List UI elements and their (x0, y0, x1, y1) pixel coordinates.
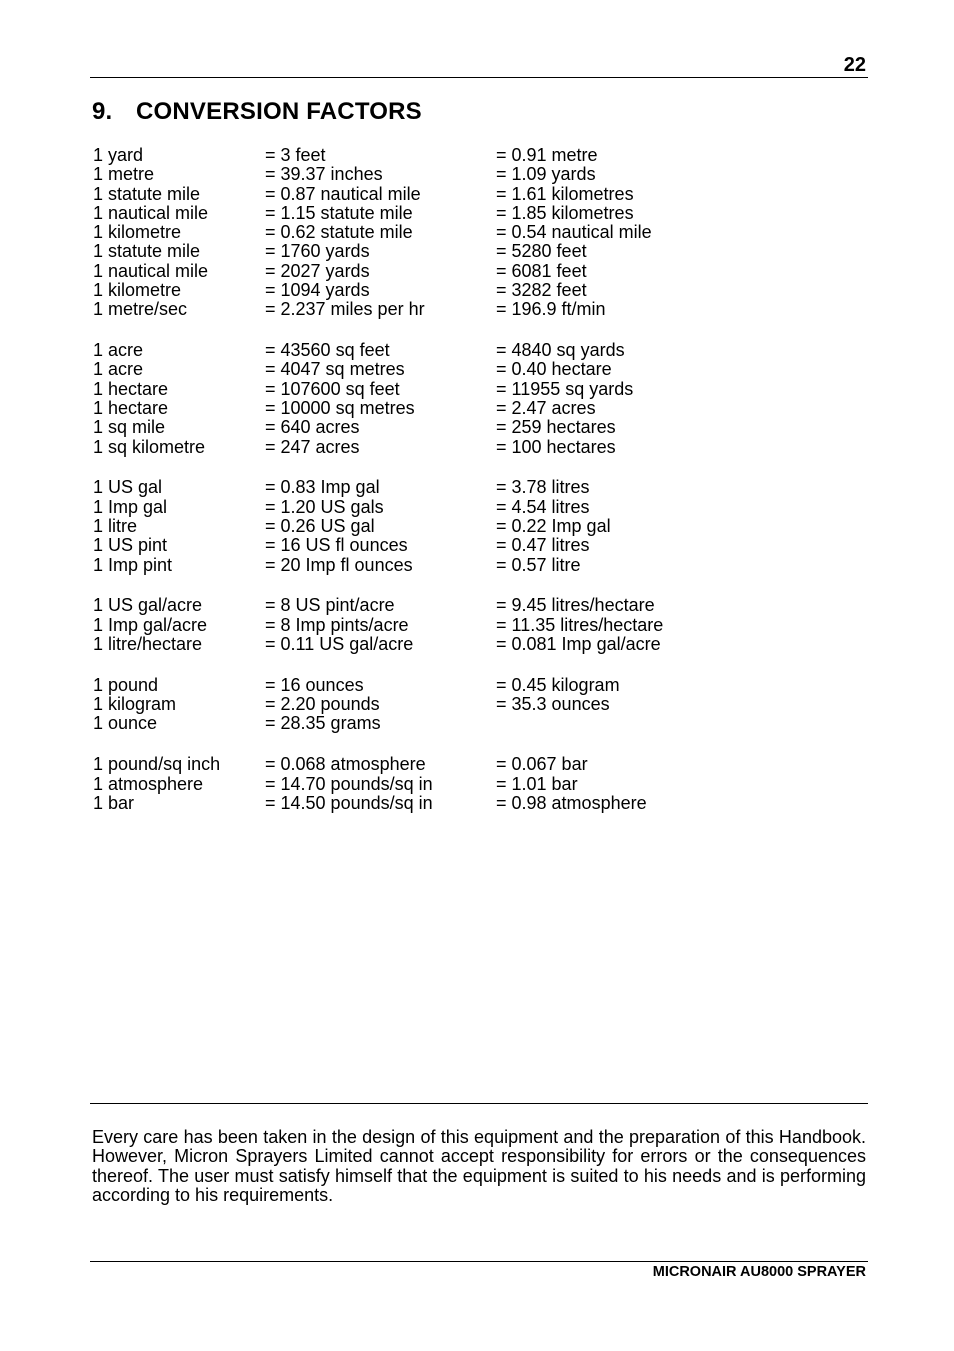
conversion-group (93, 341, 746, 457)
conversion-group (93, 676, 746, 734)
conversion-row (93, 281, 746, 300)
unit-cell: 1 metre/sec (93, 299, 188, 320)
equivalent-cell: = 43560 sq feet (265, 340, 390, 361)
conversion-row (93, 478, 746, 497)
unit-cell: 1 Imp gal (93, 496, 168, 517)
unit-cell: 1 nautical mile (93, 260, 209, 281)
equivalent-cell: = 1.15 statute mile (265, 202, 413, 223)
conversion-row (93, 242, 746, 261)
conversion-row (93, 676, 746, 695)
conversion-row (93, 794, 746, 813)
conversion-row (93, 438, 746, 457)
equivalent-cell: = 247 acres (265, 436, 360, 457)
unit-cell: 1 US gal (93, 477, 163, 498)
equivalent-cell: = 0.62 statute mile (265, 222, 413, 243)
conversion-row (93, 399, 746, 418)
equivalent-cell: = 1.20 US gals (265, 496, 384, 517)
equivalent-cell-alt: = 4.54 litres (496, 496, 590, 517)
equivalent-cell: = 1094 yards (265, 280, 370, 301)
unit-cell: 1 statute mile (93, 241, 201, 262)
equivalent-cell: = 14.50 pounds/sq in (265, 792, 433, 813)
equivalent-cell: = 16 ounces (265, 674, 364, 695)
equivalent-cell: = 8 Imp pints/acre (265, 614, 409, 635)
footer-divider (90, 1261, 868, 1262)
unit-cell: 1 statute mile (93, 183, 201, 204)
conversion-row (93, 300, 746, 319)
conversion-row (93, 536, 746, 555)
equivalent-cell-alt: = 100 hectares (496, 436, 616, 457)
equivalent-cell-alt: = 1.01 bar (496, 773, 578, 794)
unit-cell: 1 atmosphere (93, 773, 204, 794)
header-divider (90, 77, 868, 78)
conversion-row (93, 418, 746, 437)
equivalent-cell: = 0.068 atmosphere (265, 754, 426, 775)
equivalent-cell: = 3 feet (265, 145, 326, 165)
unit-cell: 1 acre (93, 359, 144, 380)
equivalent-cell: = 39.37 inches (265, 164, 383, 185)
conversion-row (93, 165, 746, 184)
equivalent-cell: = 2027 yards (265, 260, 370, 281)
equivalent-cell-alt: = 0.40 hectare (496, 359, 612, 380)
equivalent-cell: = 0.11 US gal/acre (265, 634, 414, 655)
equivalent-cell-alt: = 0.98 atmosphere (496, 792, 647, 813)
equivalent-cell-alt: = 5280 feet (496, 241, 587, 262)
unit-cell: 1 hectare (93, 398, 169, 419)
equivalent-cell: = 0.87 nautical mile (265, 183, 421, 204)
conversion-row (93, 262, 746, 281)
conversion-group (93, 478, 746, 574)
conversion-row (93, 556, 746, 575)
equivalent-cell-alt: = 35.3 ounces (496, 694, 610, 715)
equivalent-cell: = 10000 sq metres (265, 398, 415, 419)
conversion-row (93, 616, 746, 635)
unit-cell: 1 pound (93, 674, 159, 695)
equivalent-cell: = 107600 sq feet (265, 378, 400, 399)
equivalent-cell: = 14.70 pounds/sq in (265, 773, 433, 794)
equivalent-cell: = 1760 yards (265, 241, 370, 262)
conversion-row (93, 146, 746, 165)
footer-product-name: MICRONAIR AU8000 SPRAYER (652, 1264, 866, 1280)
section-title-text: CONVERSION FACTORS (136, 98, 422, 125)
equivalent-cell: = 640 acres (265, 417, 360, 438)
equivalent-cell-alt (496, 714, 746, 733)
unit-cell: 1 bar (93, 792, 135, 813)
unit-cell: 1 yard (93, 145, 144, 165)
unit-cell: 1 nautical mile (93, 202, 209, 223)
unit-cell: 1 US pint (93, 535, 168, 556)
conversion-group (93, 755, 746, 813)
equivalent-cell-alt: = 0.91 metre (496, 145, 598, 165)
equivalent-cell-alt: = 1.85 kilometres (496, 202, 634, 223)
section-title (92, 98, 422, 126)
equivalent-cell-alt: = 2.47 acres (496, 398, 596, 419)
conversion-row (93, 517, 746, 536)
equivalent-cell: = 0.83 Imp gal (265, 477, 380, 498)
equivalent-cell-alt: = 0.45 kilogram (496, 674, 620, 695)
equivalent-cell-alt: = 3.78 litres (496, 477, 590, 498)
equivalent-cell-alt: = 0.47 litres (496, 535, 590, 556)
equivalent-cell: = 28.35 grams (265, 713, 381, 734)
conversion-row (93, 498, 746, 517)
equivalent-cell-alt: = 0.54 nautical mile (496, 222, 652, 243)
unit-cell: 1 sq kilometre (93, 436, 206, 457)
page-number: 22 (843, 54, 866, 76)
unit-cell: 1 Imp gal/acre (93, 614, 208, 635)
unit-cell: 1 metre (93, 164, 155, 185)
equivalent-cell-alt: = 11955 sq yards (496, 378, 634, 399)
disclaimer-text: Every care has been taken in the design of this equipment and the preparation of this Handbook. However, Micron Sprayers Limited cannot accept responsibility for errors or the consequences thereof. The user must satisfy himself that the equipment is suited to his needs and is performing according to his requirements. (92, 1127, 866, 1205)
conversion-row (93, 695, 746, 714)
equivalent-cell-alt: = 0.067 bar (496, 754, 588, 775)
equivalent-cell-alt: = 6081 feet (496, 260, 587, 281)
equivalent-cell-alt: = 3282 feet (496, 280, 587, 301)
equivalent-cell-alt: = 1.09 yards (496, 164, 596, 185)
equivalent-cell-alt: = 196.9 ft/min (496, 299, 606, 320)
unit-cell: 1 hectare (93, 378, 169, 399)
equivalent-cell: = 8 US pint/acre (265, 595, 395, 616)
conversion-row (93, 714, 746, 733)
equivalent-cell: = 4047 sq metres (265, 359, 405, 380)
unit-cell: 1 pound/sq inch (93, 754, 221, 775)
equivalent-cell-alt: = 0.22 Imp gal (496, 516, 611, 537)
conversion-row (93, 635, 746, 654)
conversion-group (93, 596, 746, 654)
equivalent-cell-alt: = 11.35 litres/hectare (496, 614, 664, 635)
disclaimer-divider (90, 1103, 868, 1104)
equivalent-cell-alt: = 0.57 litre (496, 554, 581, 575)
conversion-row (93, 380, 746, 399)
unit-cell: 1 sq mile (93, 417, 166, 438)
unit-cell: 1 ounce (93, 713, 158, 734)
section-number: 9. (92, 98, 113, 125)
equivalent-cell-alt: = 1.61 kilometres (496, 183, 634, 204)
conversion-row (93, 755, 746, 774)
equivalent-cell: = 2.20 pounds (265, 694, 380, 715)
equivalent-cell: = 20 Imp fl ounces (265, 554, 413, 575)
conversion-group (93, 146, 746, 320)
conversion-table (93, 146, 746, 835)
conversion-row (93, 341, 746, 360)
conversion-row (93, 596, 746, 615)
equivalent-cell-alt: = 4840 sq yards (496, 340, 625, 361)
unit-cell: 1 litre (93, 516, 138, 537)
unit-cell: 1 kilometre (93, 280, 182, 301)
unit-cell: 1 kilogram (93, 694, 177, 715)
unit-cell: 1 kilometre (93, 222, 182, 243)
conversion-row (93, 775, 746, 794)
equivalent-cell: = 16 US fl ounces (265, 535, 408, 556)
conversion-row (93, 185, 746, 204)
conversion-row (93, 223, 746, 242)
equivalent-cell-alt: = 259 hectares (496, 417, 616, 438)
unit-cell: 1 US gal/acre (93, 595, 203, 616)
conversion-row (93, 360, 746, 379)
equivalent-cell: = 0.26 US gal (265, 516, 375, 537)
unit-cell: 1 litre/hectare (93, 634, 203, 655)
equivalent-cell-alt: = 0.081 Imp gal/acre (496, 634, 661, 655)
conversion-row (93, 204, 746, 223)
unit-cell: 1 Imp pint (93, 554, 173, 575)
equivalent-cell-alt: = 9.45 litres/hectare (496, 595, 655, 616)
equivalent-cell: = 2.237 miles per hr (265, 299, 425, 320)
unit-cell: 1 acre (93, 340, 144, 361)
